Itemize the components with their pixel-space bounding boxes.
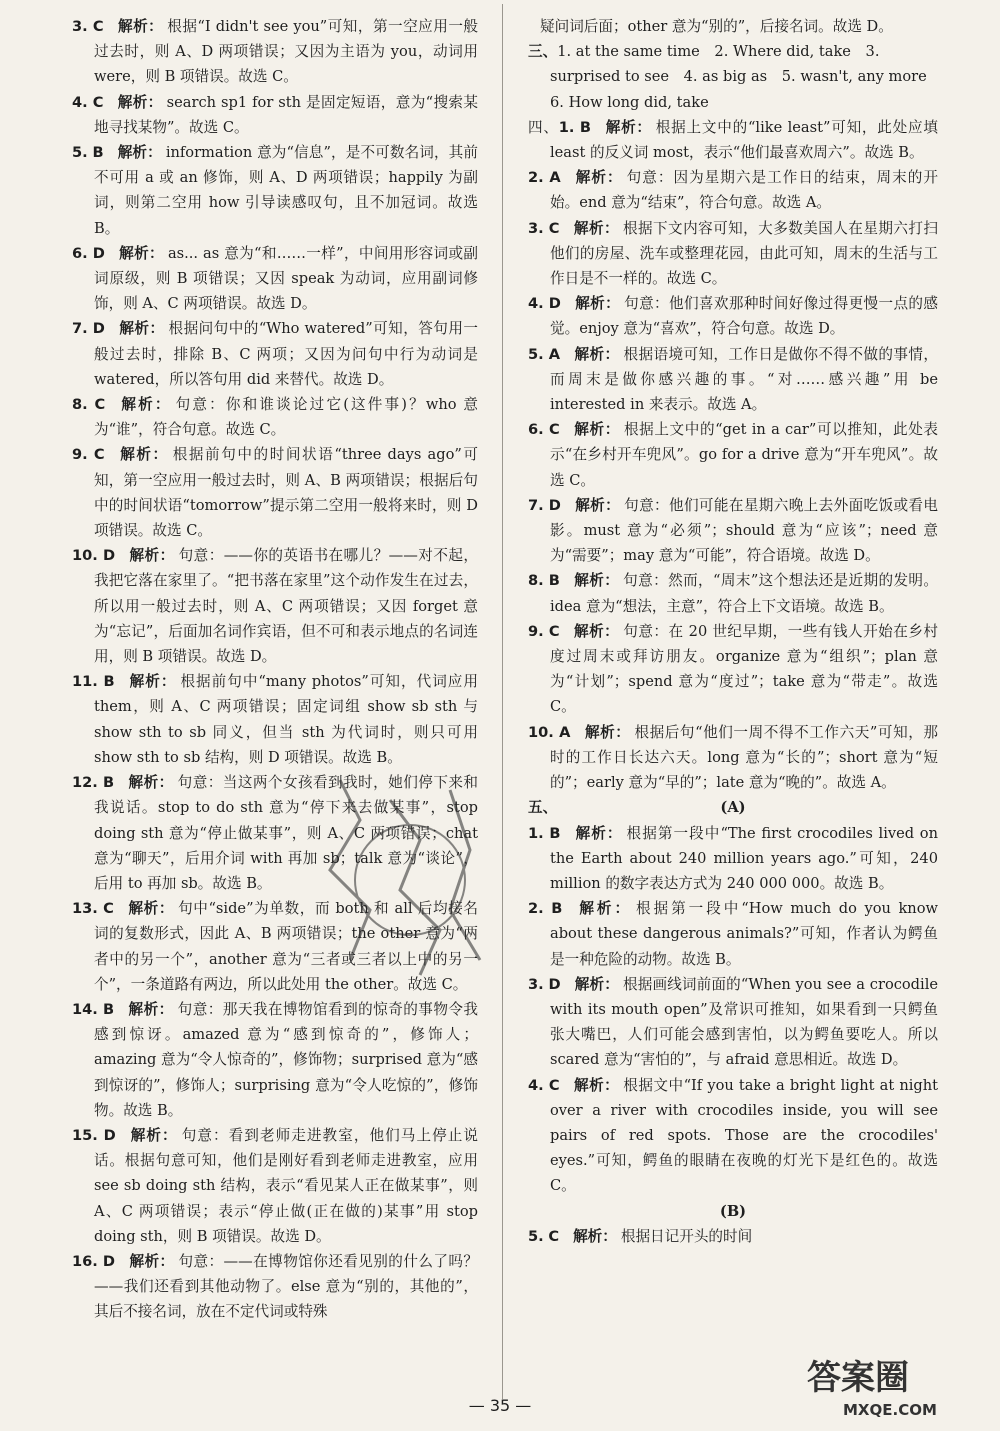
answer-letter: D — [102, 547, 116, 565]
question-number: 11. — [72, 673, 98, 691]
question-number: 5. — [528, 345, 544, 363]
section-five-sub-a: (A) — [720, 799, 746, 817]
watermark-logo-text: 答案圈 — [807, 1358, 909, 1398]
question-number: 6. — [528, 421, 544, 439]
answer-letter: B — [551, 900, 563, 918]
analysis-text: 句意：当这两个女孩看到我时，她们停下来和我说话。stop to do sth 意为“停下来去做某事”，stop doing sth 意为“停止做某事”，则 A、C 两项错误；chat 意为“聊天”，后用介词 with 再加 sb；talk 意为“谈论”，后用 to 再加 sb。故选 B。 — [94, 774, 478, 892]
answer-letter: D — [548, 496, 561, 514]
question-number: 7. — [528, 496, 544, 514]
section-five-a-item — [528, 896, 938, 972]
continued-text: 疑问词后面；other 意为“别的”，后接名词。故选 D。 — [540, 18, 893, 35]
left-item — [72, 543, 478, 669]
analysis-label: 解析： — [117, 93, 163, 111]
question-number: 5. — [528, 1227, 544, 1245]
right-column — [528, 14, 942, 1249]
analysis-text: 根据第一段中“The first crocodiles lived on the Earth about 240 million years ago.”可知，240 million 的数字表达方式为 240 000 000。故选 B。 — [550, 824, 938, 892]
left-item — [72, 669, 478, 770]
analysis-text: 根据前句中的时间状语“three days ago”可知，第一空应用一般过去时，则 A、B 两项错误；根据后句中的时间状语“tomorrow”提示第二空用一般将来时，则 D 项错误。故选 C。 — [94, 446, 478, 540]
question-number: 3. — [528, 219, 544, 237]
analysis-label: 解析： — [129, 1126, 178, 1144]
section-four-list — [528, 115, 938, 795]
section-four-item — [528, 417, 938, 493]
analysis-label: 解析： — [119, 396, 172, 414]
section-four-item — [528, 115, 938, 165]
left-item — [72, 442, 478, 543]
left-item — [72, 1249, 478, 1325]
analysis-text: 句意：——在博物馆你还看见别的什么了吗？——我们还看到其他动物了。else 意为“别的，其他的”，其后不接名词，放在不定代词或特殊 — [94, 1252, 478, 1321]
answer-letter: C — [548, 622, 560, 640]
question-number: 5. — [72, 144, 88, 162]
left-item — [72, 1123, 478, 1249]
answer-letter: C — [548, 1076, 560, 1094]
section-three-answers: 1. at the same time 2. Where did, take 3. surprised to see 4. as big as 5. wasn't, any more 6. How long did, take — [550, 43, 942, 111]
section-three-number: 三、 — [528, 43, 558, 61]
section-four-item — [528, 342, 938, 418]
question-number: 16. — [72, 1252, 98, 1270]
question-number: 15. — [72, 1126, 98, 1144]
analysis-label: 解析： — [573, 572, 620, 590]
analysis-label: 解析： — [573, 1227, 617, 1245]
section-four-item — [528, 568, 938, 618]
section-five-sub-b: (B) — [719, 1202, 747, 1220]
analysis-text: 根据第一段中“How much do you know about these dangerous animals?”可知，作者认为鳄鱼是一种危险的动物。故选 B。 — [550, 900, 938, 968]
section-five-head — [528, 795, 938, 820]
analysis-label: 解析： — [574, 169, 623, 187]
analysis-text: 根据文中“If you take a bright light at night over a river with crocodiles inside, you will see pairs of red spots. Those are the crocodiles' eyes.”可知，鳄鱼的眼睛在夜晚的灯光下是红色的。故选 C。 — [550, 1076, 938, 1195]
answer-letter: C — [92, 18, 104, 35]
answer-letter: C — [94, 396, 106, 414]
section-four-item — [528, 720, 938, 796]
left-item — [72, 140, 478, 241]
analysis-text: 句意：——你的英语书在哪儿？——对不起，我把它落在家里了。“把书落在家里”这个动作发生在过去，所以用一般过去时，则 A、C 两项错误；又因 forget 意为“忘记”，后面加名词作宾语，但不可和表示地点的名词连用，则 B 项错误。故选 D。 — [94, 547, 478, 666]
analysis-label: 解析： — [118, 446, 169, 464]
analysis-label: 解析： — [118, 244, 164, 262]
analysis-text: 根据问句中的“Who watered”可知，答句用一般过去时，排除 B、C 两项；又因为问句中行为动词是 watered，所以答句用 did 来替代。故选 D。 — [94, 320, 478, 388]
question-number: 3. — [528, 975, 544, 993]
analysis-text: 句中“side”为单数，而 both 和 all 后均接名词的复数形式，因此 A、B 两项错误；the other 意为“两者中的另一个”，another 意为“三者或三者以上中的另一个”，一条道路有两边，所以此处用 the other。故选 C。 — [94, 900, 478, 993]
section-five — [528, 795, 938, 1249]
analysis-label: 解析： — [128, 1000, 174, 1018]
answer-letter: B — [102, 774, 115, 792]
analysis-label: 解析： — [128, 673, 177, 691]
question-number: 14. — [72, 1000, 98, 1018]
section-five-b-item — [528, 1224, 938, 1249]
section-three — [528, 39, 942, 115]
column-divider — [502, 4, 503, 1399]
analysis-text: 句意：那天我在博物馆看到的惊奇的事物令我感到惊讶。amazed 意为“感到惊奇的”，修饰人；amazing 意为“令人惊奇的”，修饰物；surprised 意为“感到惊讶的”，修饰人；surprising 意为“令人吃惊的”，修饰物。故选 B。 — [94, 1000, 478, 1119]
analysis-text: information 意为“信息”，是不可数名词，其前不可用 a 或 an 修饰，则 A、D 两项错误；happily 为副词，则第二空用 how 引导读感叹句，且不加冠词。故选 B。 — [94, 144, 478, 237]
question-number: 2. — [528, 900, 544, 918]
analysis-text: 根据语境可知，工作日是做你不得不做的事情，而周末是做你感兴趣的事。“对……感兴趣”用 be interested in 来表示。故选 A。 — [550, 345, 938, 414]
answer-letter: D — [548, 295, 561, 313]
page-number: — 35 — — [468, 1396, 532, 1415]
analysis-label: 解析： — [574, 295, 621, 313]
answer-letter: B — [579, 118, 591, 136]
question-number: 4. — [528, 295, 544, 313]
analysis-label: 解析： — [128, 774, 174, 792]
analysis-label: 解析： — [117, 144, 162, 162]
analysis-label: 解析： — [576, 900, 633, 918]
answer-letter: A — [559, 723, 571, 741]
section-five-b-list — [528, 1224, 938, 1249]
analysis-text: 句意：他们可能在星期六晚上去外面吃饭或看电影。must 意为“必须”；should 意为“应该”；need 意为“需要”；may 意为“可能”，符合语境。故选 D。 — [550, 496, 938, 565]
analysis-text: 句意：因为星期六是工作日的结束，周末的开始。end 意为“结束”，符合句意。故选 A。 — [550, 169, 938, 212]
question-number: 12. — [72, 774, 98, 792]
answer-letter: B — [92, 144, 104, 162]
section-five-number: 五、 — [528, 799, 558, 817]
answer-letter: B — [548, 572, 560, 590]
section-five-a-item — [528, 821, 938, 897]
question-number: 8. — [528, 572, 544, 590]
answer-letter: C — [93, 446, 105, 464]
analysis-label: 解析： — [574, 345, 620, 363]
answer-letter: A — [549, 169, 561, 187]
answer-letter: C — [103, 900, 114, 918]
analysis-label: 解析： — [584, 723, 631, 741]
left-item — [72, 14, 478, 90]
answer-letter: D — [102, 1252, 116, 1270]
analysis-label: 解析： — [604, 118, 652, 136]
question-number: 9. — [72, 446, 88, 464]
answer-letter: C — [548, 1227, 560, 1245]
answer-letter: C — [548, 219, 560, 237]
analysis-label: 解析： — [573, 1076, 620, 1094]
analysis-text: 句意：他们喜欢那种时间好像过得更慢一点的感觉。enjoy 意为“喜欢”，符合句意。故选 D。 — [550, 295, 938, 338]
analysis-text: 句意：然而，“周末”这个想法还是近期的发明。idea 意为“想法，主意”，符合上下文语境。故选 B。 — [550, 572, 938, 615]
analysis-text: 根据“I didn't see you”可知，第一空应用一般过去时，则 A、D 两项错误；又因为主语为 you，动词用 were，则 B 项错误。故选 C。 — [94, 18, 478, 86]
section-four-item — [528, 291, 938, 341]
analysis-text: 根据下文内容可知，大多数美国人在星期六打扫他们的房屋、洗车或整理花园，由此可知，周末的生活与工作日是不一样的。故选 C。 — [550, 219, 938, 288]
analysis-label: 解析： — [129, 547, 175, 565]
answer-letter: A — [548, 345, 561, 363]
left-item — [72, 997, 478, 1123]
section-five-a-item — [528, 1073, 938, 1199]
left-item — [72, 90, 478, 140]
section-four — [528, 115, 938, 795]
analysis-text: 句意：看到老师走进教室，他们马上停止说话。根据句意可知，他们是刚好看到老师走进教室，应用 see sb doing sth 结构，表示“看见某人正在做某事”，则 A、C 两项错误；表示“停止做(正在做的)某事”用 stop doing sth，则 B 项错误。故选 D。 — [94, 1126, 478, 1245]
analysis-label: 解析： — [573, 622, 620, 640]
section-four-number: 四、 — [528, 118, 559, 136]
analysis-text: as... as 意为“和……一样”，中间用形容词或副词原级，则 B 项错误；又因 speak 为动词，应用副词修饰，则 A、C 两项错误。故选 D。 — [94, 244, 479, 313]
section-four-item — [528, 619, 938, 720]
analysis-label: 解析： — [118, 320, 165, 338]
analysis-label: 解析： — [573, 219, 619, 237]
left-item — [72, 241, 478, 317]
question-number: 2. — [528, 169, 544, 187]
question-number: 10. — [72, 547, 98, 565]
question-number: 4. — [528, 1076, 544, 1094]
left-column — [72, 14, 478, 1325]
answer-letter: D — [103, 1126, 116, 1144]
answer-letter: D — [92, 244, 105, 262]
analysis-text: 句意：你和谁谈论过它(这件事)？who 意为“谁”，符合句意。故选 C。 — [94, 396, 478, 439]
question-number: 4. — [72, 93, 88, 111]
analysis-label: 解析： — [129, 1252, 175, 1270]
analysis-label: 解析： — [574, 975, 619, 993]
analysis-text: 句意：在 20 世纪早期，一些有钱人开始在乡村度过周末或拜访朋友。organize 意为“组织”；plan 意为“计划”；spend 意为“度过”；take 意为“带走”。故选 C。 — [550, 622, 938, 716]
question-number: 1. — [528, 824, 544, 842]
analysis-text: 根据画线词前面的“When you see a crocodile with its mouth open”及常识可推知，如果看到一只鳄鱼张大嘴巴，人们可能会感到害怕，以为鳄鱼要吃人。所以 scared 意为“害怕的”，与 afraid 意思相近。故选 D。 — [550, 975, 938, 1069]
section-four-item — [528, 216, 938, 292]
site-logo-watermark — [803, 1351, 988, 1421]
question-number: 8. — [72, 396, 88, 414]
answer-letter: B — [103, 673, 115, 691]
section-four-item — [528, 165, 938, 215]
question-number: 13. — [72, 900, 98, 918]
question-number: 6. — [72, 244, 88, 262]
section-four-item — [528, 493, 938, 569]
left-item — [72, 316, 478, 392]
ink-stamp-mark — [300, 760, 500, 990]
answer-letter: C — [548, 421, 560, 439]
section-five-a-list — [528, 821, 938, 1199]
section-five-a-item — [528, 972, 938, 1073]
left-item — [72, 392, 478, 442]
question-number: 1. — [558, 118, 575, 136]
watermark-url-text: MXQE.COM — [843, 1401, 937, 1419]
answer-letter: D — [92, 320, 105, 338]
analysis-label: 解析： — [574, 824, 623, 842]
analysis-text: 根据前句中“many photos”可知，代词应用 them，则 A、C 两项错误；固定词组 show sb sth 与 show sth to sb 同义，但当 sth 为代词时，则只可用 show sth to sb 结构，则 D 项错误。故选 B。 — [94, 673, 478, 766]
analysis-label: 解析： — [573, 421, 620, 439]
analysis-text: 根据上文中的“get in a car”可以推知，此处表示“在乡村开车兜风”。go for a drive 意为“开车兜风”。故选 C。 — [550, 421, 938, 489]
answer-letter: D — [548, 975, 561, 993]
analysis-text: 根据后句“他们一周不得不工作六天”可知，那时的工作日长达六天。long 意为“长的”；short 意为“短的”；early 意为“早的”；late 意为“晚的”。故选 A。 — [550, 723, 938, 792]
question-number: 9. — [528, 622, 544, 640]
analysis-text: 根据日记开头的时间 — [620, 1227, 753, 1245]
answer-letter: B — [549, 824, 561, 842]
question-number: 3. — [72, 18, 88, 35]
analysis-text: 根据上文中的“like least”可知，此处应填 least 的反义词 most，表示“他们最喜欢周六”。故选 B。 — [550, 118, 938, 162]
analysis-text: search sp1 for sth 是固定短语，意为“搜索某地寻找某物”。故选 C。 — [94, 93, 478, 136]
question-number: 7. — [72, 320, 88, 338]
question-number: 10. — [528, 723, 554, 741]
analysis-label: 解析： — [574, 496, 621, 514]
analysis-label: 解析： — [117, 18, 164, 35]
answer-letter: B — [102, 1000, 115, 1018]
answer-letter: C — [92, 93, 104, 111]
analysis-label: 解析： — [127, 900, 175, 918]
